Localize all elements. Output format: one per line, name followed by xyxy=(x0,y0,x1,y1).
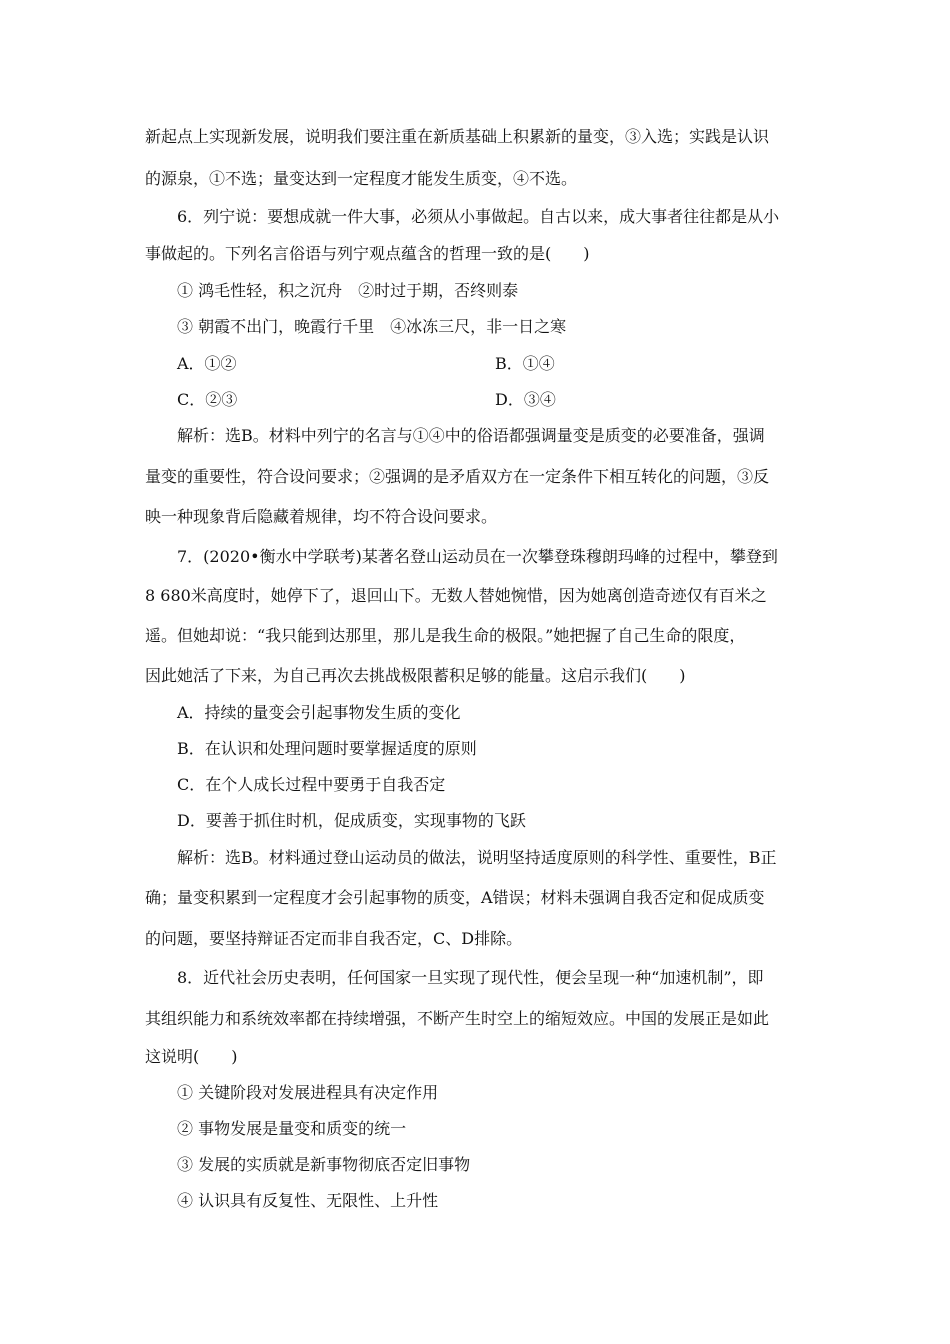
option-b: B．在认识和处理问题时要掌握适度的原则 xyxy=(177,739,477,758)
option-a: A．①② xyxy=(177,354,237,373)
text-line: 确；量变积累到一定程度才会引起事物的质变，A错误；材料未强调自我否定和促成质变 xyxy=(145,888,765,907)
option-d: D．要善于抓住时机，促成质变，实现事物的飞跃 xyxy=(177,811,526,830)
text-line: 映一种现象背后隐藏着规律，均不符合设问要求。 xyxy=(145,507,498,526)
text-line: 的源泉，①不选；量变达到一定程度才能发生质变，④不选。 xyxy=(145,169,578,188)
analysis-6: 解析：选B。材料中列宁的名言与①④中的俗语都强调量变是质变的必要准备，强调 xyxy=(177,426,765,445)
question-8-stem: 8．近代社会历史表明，任何国家一旦实现了现代性，便会呈现一种“加速机制”，即 xyxy=(177,968,764,987)
statement-line: ① 鸿毛性轻，积之沉舟 ②时过于期，否终则泰 xyxy=(177,281,519,300)
question-7-stem: 7．(2020•衡水中学联考)某著名登山运动员在一次攀登珠穆朗玛峰的过程中，攀登到 xyxy=(177,547,778,566)
option-b: B．①④ xyxy=(495,354,555,373)
text-line: 因此她活了下来，为自己再次去挑战极限蓄积足够的能量。这启示我们( ) xyxy=(145,666,686,685)
statement-line: ④ 认识具有反复性、无限性、上升性 xyxy=(177,1191,439,1210)
text-line: 的问题，要坚持辩证否定而非自我否定，C、D排除。 xyxy=(145,929,523,948)
text-line: 新起点上实现新发展，说明我们要注重在新质基础上积累新的量变，③入选；实践是认识 xyxy=(145,127,770,146)
text-line: 8 680米高度时，她停下了，退回山下。无数人替她惋惜，因为她离创造奇迹仅有百米之 xyxy=(145,586,767,605)
statement-line: ① 关键阶段对发展进程具有决定作用 xyxy=(177,1083,439,1102)
option-c: C．②③ xyxy=(177,390,238,409)
statement-line: ③ 朝霞不出门，晚霞行千里 ④冰冻三尺，非一日之寒 xyxy=(177,317,567,336)
text-line: 这说明( ) xyxy=(145,1047,238,1066)
analysis-7: 解析：选B。材料通过登山运动员的做法，说明坚持适度原则的科学性、重要性，B正 xyxy=(177,848,777,867)
statement-line: ② 事物发展是量变和质变的统一 xyxy=(177,1119,407,1138)
option-a: A．持续的量变会引起事物发生质的变化 xyxy=(177,703,461,722)
text-line: 事做起的。下列名言俗语与列宁观点蕴含的哲理一致的是( ) xyxy=(145,244,590,263)
text-line: 其组织能力和系统效率都在持续增强，不断产生时空上的缩短效应。中国的发展正是如此 xyxy=(145,1009,770,1028)
statement-line: ③ 发展的实质就是新事物彻底否定旧事物 xyxy=(177,1155,471,1174)
text-line: 量变的重要性，符合设问要求；②强调的是矛盾双方在一定条件下相互转化的问题，③反 xyxy=(145,467,770,486)
question-6-stem: 6．列宁说：要想成就一件大事，必须从小事做起。自古以来，成大事者往往都是从小 xyxy=(177,207,780,226)
text-line: 遥。但她却说：“我只能到达那里，那儿是我生命的极限。”她把握了自己生命的限度， xyxy=(145,626,746,645)
option-d: D．③④ xyxy=(495,390,556,409)
option-c: C．在个人成长过程中要勇于自我否定 xyxy=(177,775,446,794)
